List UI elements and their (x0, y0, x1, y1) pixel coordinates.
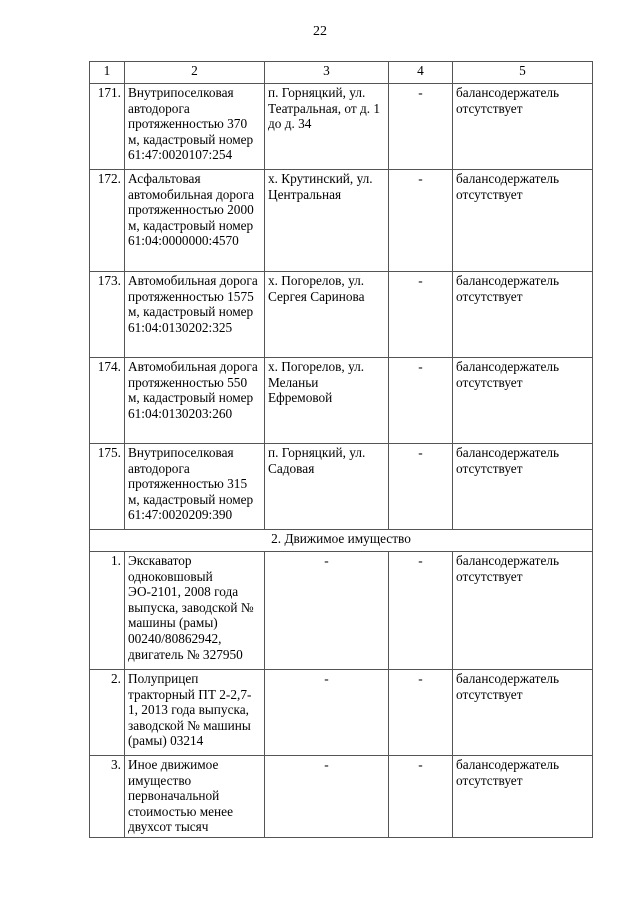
section-title: 2. Движимое имущество (90, 530, 593, 552)
property-name: Экскаватор одноковшовый ЭО-2101, 2008 года выпуска, заводской № машины (рамы) 00240/80862942, двигатель № 327950 (125, 552, 265, 670)
property-name: Асфальтовая автомобильная дорога протяженностью 2000 м, кадастровый номер 61:04:0000000:4570 (125, 170, 265, 272)
column-4-value: - (389, 272, 453, 358)
property-name: Внутрипоселковая автодорога протяженностью 370 м, кадастровый номер 61:47:0020107:254 (125, 84, 265, 170)
property-address: - (265, 670, 389, 756)
property-address: х. Крутинский, ул. Центральная (265, 170, 389, 272)
table-row (90, 552, 593, 670)
balance-holder: балансодержатель отсутствует (453, 272, 593, 358)
row-number: 174. (90, 358, 125, 444)
page-number: 22 (313, 24, 327, 39)
property-name: Внутрипоселковая автодорога протяженностью 315 м, кадастровый номер 61:47:0020209:390 (125, 444, 265, 530)
balance-holder: балансодержатель отсутствует (453, 358, 593, 444)
column-4-value: - (389, 170, 453, 272)
table-row (90, 272, 593, 358)
property-registry-table (89, 61, 593, 838)
column-header: 5 (453, 62, 593, 84)
section-row (90, 530, 593, 552)
table-row (90, 444, 593, 530)
table-row (90, 358, 593, 444)
column-header: 2 (125, 62, 265, 84)
row-number: 1. (90, 552, 125, 670)
property-address: - (265, 552, 389, 670)
row-number: 2. (90, 670, 125, 756)
column-4-value: - (389, 552, 453, 670)
balance-holder: балансодержатель отсутствует (453, 84, 593, 170)
property-name: Полуприцеп тракторный ПТ 2-2,7-1, 2013 года выпуска, заводской № машины (рамы) 03214 (125, 670, 265, 756)
column-4-value: - (389, 84, 453, 170)
property-address: п. Горняцкий, ул. Театральная, от д. 1 до д. 34 (265, 84, 389, 170)
property-address: п. Горняцкий, ул. Садовая (265, 444, 389, 530)
property-address: - (265, 756, 389, 838)
table-header-row (90, 62, 593, 84)
table-row (90, 756, 593, 838)
column-4-value: - (389, 358, 453, 444)
property-name: Автомобильная дорога протяженностью 550 м, кадастровый номер 61:04:0130203:260 (125, 358, 265, 444)
row-number: 171. (90, 84, 125, 170)
property-address: х. Погорелов, ул. Меланьи Ефремовой (265, 358, 389, 444)
row-number: 173. (90, 272, 125, 358)
balance-holder: балансодержатель отсутствует (453, 670, 593, 756)
balance-holder: балансодержатель отсутствует (453, 552, 593, 670)
column-4-value: - (389, 670, 453, 756)
property-name: Иное движимое имущество первоначальной стоимостью менее двухсот тысяч (125, 756, 265, 838)
column-header: 1 (90, 62, 125, 84)
balance-holder: балансодержатель отсутствует (453, 170, 593, 272)
balance-holder: балансодержатель отсутствует (453, 444, 593, 530)
table-row (90, 84, 593, 170)
column-header: 4 (389, 62, 453, 84)
column-4-value: - (389, 444, 453, 530)
balance-holder: балансодержатель отсутствует (453, 756, 593, 838)
table-row (90, 170, 593, 272)
row-number: 172. (90, 170, 125, 272)
column-4-value: - (389, 756, 453, 838)
row-number: 175. (90, 444, 125, 530)
row-number: 3. (90, 756, 125, 838)
column-header: 3 (265, 62, 389, 84)
property-address: х. Погорелов, ул. Сергея Саринова (265, 272, 389, 358)
property-name: Автомобильная дорога протяженностью 1575 м, кадастровый номер 61:04:0130202:325 (125, 272, 265, 358)
table-row (90, 670, 593, 756)
